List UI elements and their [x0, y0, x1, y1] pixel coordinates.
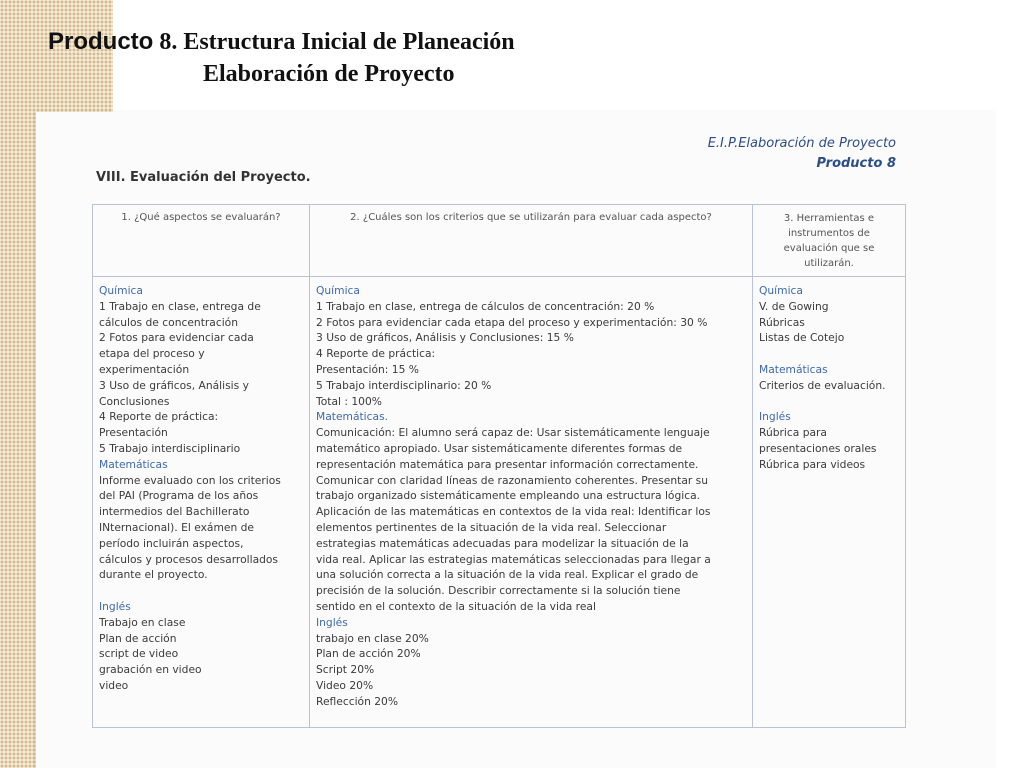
- criteria-line: Criterios de evaluación.: [759, 378, 886, 392]
- slide-title-rest: 8. Estructura Inicial de Planeación: [153, 29, 515, 55]
- criteria-line: elementos pertinentes de la situación de la vida real. Seleccionar: [316, 520, 667, 534]
- criteria-line: 5 Trabajo interdisciplinario: [99, 441, 241, 455]
- criteria-line: experimentación: [99, 362, 190, 376]
- criteria-line: matemático apropiado. Usar sistemáticamente diferentes formas de: [316, 441, 683, 455]
- slide-title-lead: Producto: [48, 28, 154, 55]
- criteria-line: etapa del proceso y: [99, 347, 205, 361]
- column-tools-body: [753, 283, 905, 473]
- subject-label: Química: [316, 284, 360, 297]
- criteria-line: cálculos y procesos desarrollados: [99, 552, 279, 566]
- criteria-line: 3 Uso de gráficos, Análisis y: [99, 378, 249, 392]
- column-criteria-heading: 2. ¿Cuáles son los criterios que se utilizarán para evaluar cada aspecto?: [310, 205, 752, 277]
- criteria-line: período incluirán aspectos,: [99, 536, 244, 550]
- criteria-line: Script 20%: [316, 663, 375, 677]
- criteria-line: sentido en el contexto de la situación de la vida real: [316, 599, 596, 613]
- column-aspects-heading: 1. ¿Qué aspectos se evaluarán?: [93, 205, 309, 277]
- column-tools-heading-line: instrumentos de: [788, 228, 870, 239]
- criteria-line: vida real. Aplicar las estrategias matemáticas seleccionadas para llegar a: [316, 552, 711, 566]
- column-tools-heading-line: 3. Herramientas e: [783, 213, 875, 224]
- criteria-line: 2 Fotos para evidenciar cada etapa del proceso y experimentación: 30 %: [316, 315, 708, 329]
- criteria-line: Rúbrica para videos: [759, 457, 866, 471]
- document-header-line2: Producto 8: [816, 156, 896, 171]
- criteria-line: 5 Trabajo interdisciplinario: 20 %: [316, 378, 492, 392]
- subject-label: Inglés: [316, 615, 348, 629]
- criteria-line: script de video: [99, 647, 179, 661]
- subject-label: Matemáticas: [759, 362, 828, 376]
- column-criteria: [310, 205, 753, 727]
- criteria-line: Video 20%: [316, 678, 374, 692]
- criteria-line: Comunicar con claridad líneas de razonamiento coherentes. Presentar su: [316, 473, 709, 487]
- section-title: VIII. Evaluación del Proyecto.: [96, 170, 311, 185]
- criteria-line: Listas de Cotejo: [759, 331, 845, 345]
- subject-label: Matemáticas.: [316, 410, 389, 424]
- criteria-line: presentaciones orales: [759, 441, 877, 455]
- subject-label: Química: [759, 284, 803, 297]
- column-aspects-body: [93, 283, 309, 694]
- subject-label: Química: [99, 284, 143, 297]
- criteria-line: video: [99, 678, 129, 692]
- criteria-line: 3 Uso de gráficos, Análisis y Conclusiones: 15 %: [316, 331, 574, 345]
- criteria-line: estrategias matemáticas adecuadas para modelizar la situación de la: [316, 536, 689, 550]
- criteria-line: representación matemática para presentar información correctamente.: [316, 457, 699, 471]
- criteria-line: Plan de acción: [99, 631, 177, 645]
- column-tools: [753, 205, 905, 727]
- criteria-line: 1 Trabajo en clase, entrega de: [99, 299, 261, 313]
- column-tools-heading-line: utilizarán.: [804, 258, 854, 269]
- document-header: [708, 134, 896, 174]
- criteria-line: INternacional). El exámen de: [99, 520, 254, 534]
- criteria-line: durante el proyecto.: [99, 568, 208, 582]
- criteria-line: del PAI (Programa de los años: [99, 489, 259, 503]
- criteria-line: 1 Trabajo en clase, entrega de cálculos de concentración: 20 %: [316, 299, 655, 313]
- document-header-line1: E.I.P.Elaboración de Proyecto: [707, 136, 896, 151]
- slide-title: [48, 28, 515, 56]
- criteria-line: trabajo en clase 20%: [316, 631, 429, 645]
- column-criteria-body: [310, 283, 752, 710]
- subject-label: Inglés: [759, 410, 791, 424]
- criteria-line: Reflección 20%: [316, 694, 399, 708]
- document-image: [36, 112, 996, 768]
- spacer: [759, 394, 899, 410]
- criteria-line: Plan de acción 20%: [316, 647, 421, 661]
- criteria-line: Aplicación de las matemáticas en contextos de la vida real: Identificar los: [316, 505, 711, 519]
- evaluation-table: [92, 204, 906, 728]
- column-tools-heading-line: evaluación que se: [783, 243, 875, 254]
- criteria-line: Presentación: 15 %: [316, 362, 419, 376]
- criteria-line: 4 Reporte de práctica:: [99, 410, 219, 424]
- criteria-line: 2 Fotos para evidenciar cada: [99, 331, 254, 345]
- criteria-line: Conclusiones: [99, 394, 170, 408]
- criteria-line: intermedios del Bachillerato: [99, 505, 250, 519]
- criteria-line: trabajo organizado sistemáticamente empleando una estructura lógica.: [316, 489, 701, 503]
- criteria-line: V. de Gowing: [759, 299, 829, 313]
- criteria-line: Informe evaluado con los criterios: [99, 473, 281, 487]
- spacer: [99, 583, 303, 599]
- criteria-line: Rúbrica para: [759, 426, 827, 440]
- criteria-line: Trabajo en clase: [99, 615, 186, 629]
- criteria-line: Presentación: [99, 426, 168, 440]
- criteria-line: 4 Reporte de práctica:: [316, 347, 436, 361]
- criteria-line: cálculos de concentración: [99, 315, 238, 329]
- criteria-line: grabación en video: [99, 663, 202, 677]
- criteria-line: Comunicación: El alumno será capaz de: Usar sistemáticamente lenguaje: [316, 426, 710, 440]
- criteria-line: precisión de la solución. Describir correctamente si la solución tiene: [316, 584, 681, 598]
- subject-label: Inglés: [99, 599, 131, 613]
- spacer: [759, 346, 899, 362]
- criteria-line: Total : 100%: [316, 394, 382, 408]
- column-tools-heading: [753, 205, 905, 277]
- slide-subtitle: Elaboración de Proyecto: [203, 61, 455, 87]
- column-aspects: [93, 205, 310, 727]
- criteria-line: una solución correcta a la situación de la vida real. Explicar el grado de: [316, 568, 699, 582]
- criteria-line: Rúbricas: [759, 315, 805, 329]
- subject-label: Matemáticas: [99, 457, 168, 471]
